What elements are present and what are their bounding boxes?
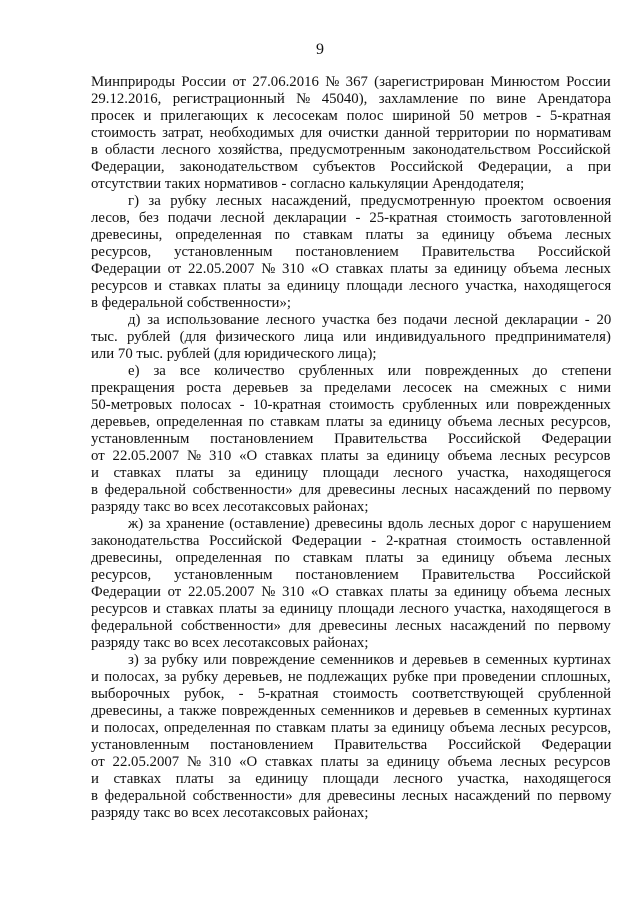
page-number: 9 bbox=[316, 41, 324, 58]
text-line: Минприроды России от 27.06.2016 № 367 (зарегистрирован Минюстом России bbox=[91, 74, 611, 90]
text-line: и ставках платы за единицу площади лесного участка, находящегося bbox=[91, 465, 612, 481]
text-line: древесины, определенная по ставкам платы за единицу объема лесных bbox=[91, 227, 612, 243]
text-line: от 22.05.2007 № 310 «О ставках платы за единицу объема лесных ресурсов bbox=[91, 448, 611, 464]
text-line: и ставках платы за единицу площади лесного участка, находящегося bbox=[91, 771, 612, 787]
text-line: ж) за хранение (оставление) древесины вдоль лесных дорог с нарушением bbox=[128, 516, 612, 532]
text-line: разряду такс во всех лесотаксовых районах; bbox=[91, 635, 369, 651]
text-line: стоимость затрат, необходимых для очистки данной территории по нормативам bbox=[91, 125, 612, 141]
text-line: ресурсов и ставках платы за единицу площади лесного участка, находящегося в bbox=[91, 601, 611, 617]
text-line: и полосах, за рубку деревьев, не подлежащих рубке при проведении сплошных, bbox=[91, 669, 611, 685]
text-line: 29.12.2016, регистрационный № 45040), захламление по вине Арендатора bbox=[91, 91, 612, 107]
text-line: в федеральной собственности» для древесины лесных насаждений по первому bbox=[91, 482, 612, 498]
text-line: или 70 тыс. рублей (для юридического лица); bbox=[91, 346, 377, 362]
text-line: деревьев, определенная по ставкам платы за единицу объема лесных ресурсов, bbox=[91, 414, 611, 430]
text-line: от 22.05.2007 № 310 «О ставках платы за единицу объема лесных ресурсов bbox=[91, 754, 611, 770]
text-line: и полосах, определенная по ставкам платы за единицу объема лесных ресурсов, bbox=[91, 720, 612, 736]
text-line: разряду такс во всех лесотаксовых районах; bbox=[91, 805, 369, 821]
text-line: Федерации, законодательством субъектов Российской Федерации, а при bbox=[91, 159, 612, 175]
text-line: установленным постановлением Правительства Российской Федерации bbox=[91, 431, 612, 447]
text-line: федеральной собственности» для древесины лесных насаждений по первому bbox=[91, 618, 611, 634]
text-line: в федеральной собственности»; bbox=[91, 295, 291, 311]
text-line: е) за все количество срубленных или поврежденных до степени bbox=[128, 363, 612, 379]
paragraph bbox=[91, 652, 611, 822]
document-body bbox=[91, 74, 611, 822]
text-line: древесины, определенная по ставкам платы за единицу объема лесных bbox=[91, 550, 612, 566]
text-line: древесины, а также поврежденных семенников и деревьев в семенных куртинах bbox=[91, 703, 612, 719]
text-line: г) за рубку лесных насаждений, предусмотренную проектом освоения bbox=[128, 193, 612, 209]
paragraph bbox=[91, 74, 611, 193]
text-line: установленным постановлением Правительства Российской Федерации bbox=[91, 737, 612, 753]
text-line: 50-метровых полосах - 10-кратная стоимость срубленных или поврежденных bbox=[91, 397, 611, 413]
text-line: ресурсов, установленным постановлением Правительства Российской bbox=[91, 244, 611, 260]
text-line: д) за использование лесного участка без подачи лесной декларации - 20 bbox=[128, 312, 612, 328]
text-line: тыс. рублей (для физического лица или индивидуального предпринимателя) bbox=[91, 329, 611, 345]
paragraph bbox=[91, 363, 611, 516]
text-line: прекращения роста деревьев за пределами лесосек на смежных с ними bbox=[91, 380, 611, 396]
text-line: законодательства Российской Федерации - 2-кратная стоимость оставленной bbox=[91, 533, 611, 549]
text-line: з) за рубку или повреждение семенников и деревьев в семенных куртинах bbox=[128, 652, 612, 668]
text-line: ресурсов и ставках платы за единицу площади лесного участка, находящегося bbox=[91, 278, 612, 294]
text-line: выборочных рубок, - 5-кратная стоимость соответствующей срубленной bbox=[91, 686, 612, 702]
paragraph bbox=[91, 193, 611, 312]
text-line: просек и прилегающих к лесосекам полос шириной 50 метров - 5-кратная bbox=[91, 108, 611, 124]
text-line: Федерации от 22.05.2007 № 310 «О ставках платы за единицу объема лесных bbox=[91, 584, 611, 600]
text-line: в федеральной собственности» для древесины лесных насаждений по первому bbox=[91, 788, 612, 804]
text-line: в области лесного хозяйства, предусмотренным законодательством Российской bbox=[91, 142, 611, 158]
paragraph bbox=[91, 516, 611, 652]
text-line: разряду такс во всех лесотаксовых районах; bbox=[91, 499, 369, 515]
text-line: Федерации от 22.05.2007 № 310 «О ставках платы за единицу объема лесных bbox=[91, 261, 611, 277]
text-line: отсутствии таких нормативов - согласно калькуляции Арендодателя; bbox=[91, 176, 525, 192]
text-line: ресурсов, установленным постановлением Правительства Российской bbox=[91, 567, 611, 583]
text-line: лесов, без подачи лесной декларации - 25-кратная стоимость заготовленной bbox=[91, 210, 612, 226]
paragraph bbox=[91, 312, 611, 363]
